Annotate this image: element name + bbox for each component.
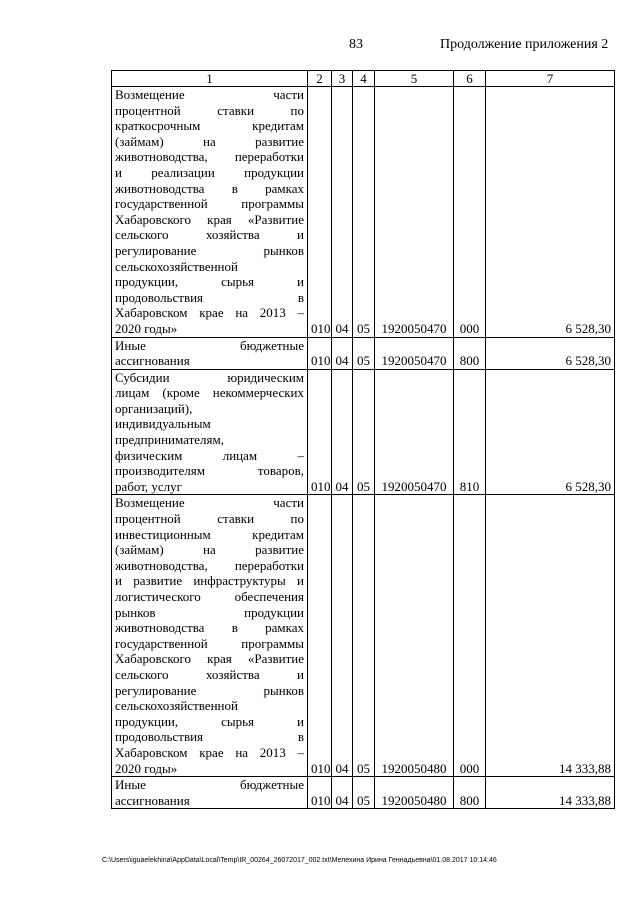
description-line: животноводства в рамках [115, 180, 304, 196]
amount-cell: 14 333,88 [486, 495, 615, 777]
admin-code-cell: 010 [308, 369, 332, 495]
description-line: Возмещение части [115, 495, 304, 511]
expense-type-cell: 800 [454, 777, 486, 809]
section-code-cell: 04 [332, 495, 353, 777]
description-line: 2020 годы» [115, 760, 178, 776]
description-line: Иные бюджетные [115, 777, 304, 793]
description-line: государственной программы [115, 196, 304, 212]
target-article-cell: 1920050480 [375, 495, 454, 777]
column-header: 6 [454, 71, 486, 87]
table-body [112, 87, 615, 809]
description-line: 2020 годы» [115, 320, 178, 336]
description-line: (займам) на развитие [115, 542, 304, 558]
description-line: ассигнования [115, 353, 190, 369]
subsection-code-cell: 05 [353, 777, 375, 809]
description-line: рынков продукции [115, 604, 304, 620]
description-line: (займам) на развитие [115, 133, 304, 149]
admin-code-cell: 010 [308, 337, 332, 369]
page-number: 83 [349, 37, 363, 52]
column-header: 3 [332, 71, 353, 87]
description-line: процентной ставки по [115, 511, 304, 527]
description-line: Хабаровского края «Развитие [115, 211, 304, 227]
description-line: процентной ставки по [115, 102, 304, 118]
target-article-cell: 1920050470 [375, 369, 454, 495]
description-line: сельского хозяйства и [115, 227, 304, 243]
description-line: Хабаровском крае на 2013 – [115, 744, 304, 760]
target-article-cell: 1920050480 [375, 777, 454, 809]
description-line: Возмещение части [115, 87, 304, 102]
amount-cell: 6 528,30 [486, 369, 615, 495]
description-line: Хабаровского края «Развитие [115, 651, 304, 667]
admin-code-cell: 010 [308, 87, 332, 338]
table-header-row [112, 71, 615, 87]
description-line: лицам (кроме некоммерческих [115, 385, 304, 401]
description-line: государственной программы [115, 635, 304, 651]
column-header: 4 [353, 71, 375, 87]
description-line: животноводства, переработки [115, 557, 304, 573]
expense-type-cell: 810 [454, 369, 486, 495]
row-description [112, 87, 308, 338]
column-header: 1 [112, 71, 308, 87]
description-line: сельскохозяйственной [115, 698, 238, 714]
admin-code-cell: 010 [308, 495, 332, 777]
description-line: предпринимателям, [115, 432, 224, 448]
budget-table [111, 70, 615, 809]
expense-type-cell: 800 [454, 337, 486, 369]
description-line: и развитие инфраструктуры и [115, 573, 304, 589]
amount-cell: 6 528,30 [486, 337, 615, 369]
description-line: физическим лицам – [115, 447, 304, 463]
description-line: Иные бюджетные [115, 337, 304, 353]
table-row [112, 777, 615, 809]
file-path-footer: C:\Users\iguaelekhina\AppData\Local\Temp\IR_00264_26072017_002.txt\Мелехина Ирина Геннадьевна\01.08.2017 10:14:46 [102, 857, 497, 864]
description-line: регулирование рынков [115, 242, 304, 258]
description-line: ассигнования [115, 792, 190, 808]
row-description [112, 337, 308, 369]
column-header: 7 [486, 71, 615, 87]
admin-code-cell: 010 [308, 777, 332, 809]
subsection-code-cell: 05 [353, 337, 375, 369]
target-article-cell: 1920050470 [375, 337, 454, 369]
description-line: организаций), [115, 400, 193, 416]
expense-type-cell: 000 [454, 495, 486, 777]
row-description [112, 777, 308, 809]
column-header: 5 [375, 71, 454, 87]
row-description [112, 369, 308, 495]
description-line: животноводства, переработки [115, 149, 304, 165]
description-line: логистического обеспечения [115, 589, 304, 604]
description-line: сельского хозяйства и [115, 666, 304, 682]
expense-type-cell: 000 [454, 87, 486, 338]
table-row [112, 495, 615, 777]
description-line: продовольствия в [115, 729, 304, 745]
table-row [112, 87, 615, 338]
description-line: продукции, сырья и [115, 274, 304, 290]
amount-cell: 14 333,88 [486, 777, 615, 809]
description-line: продовольствия в [115, 289, 304, 305]
subsection-code-cell: 05 [353, 87, 375, 338]
subsection-code-cell: 05 [353, 495, 375, 777]
description-line: производителям товаров, [115, 463, 304, 479]
description-line: индивидуальным [115, 416, 211, 432]
description-line: и реализации продукции [115, 164, 304, 180]
subsection-code-cell: 05 [353, 369, 375, 495]
target-article-cell: 1920050470 [375, 87, 454, 338]
table-row [112, 369, 615, 495]
section-code-cell: 04 [332, 337, 353, 369]
description-line: сельскохозяйственной [115, 258, 238, 274]
description-line: регулирование рынков [115, 682, 304, 698]
description-line: Субсидии юридическим [115, 369, 304, 385]
description-line: продукции, сырья и [115, 713, 304, 729]
amount-cell: 6 528,30 [486, 87, 615, 338]
continuation-title: Продолжение приложения 2 [440, 37, 609, 52]
column-header: 2 [308, 71, 332, 87]
description-line: краткосрочным кредитам [115, 118, 304, 134]
section-code-cell: 04 [332, 777, 353, 809]
description-line: инвестиционным кредитам [115, 526, 304, 542]
table-row [112, 337, 615, 369]
description-line: животноводства в рамках [115, 620, 304, 636]
section-code-cell: 04 [332, 369, 353, 495]
description-line: работ, услуг [115, 478, 183, 494]
section-code-cell: 04 [332, 87, 353, 338]
description-line: Хабаровском крае на 2013 – [115, 305, 304, 321]
row-description [112, 495, 308, 777]
